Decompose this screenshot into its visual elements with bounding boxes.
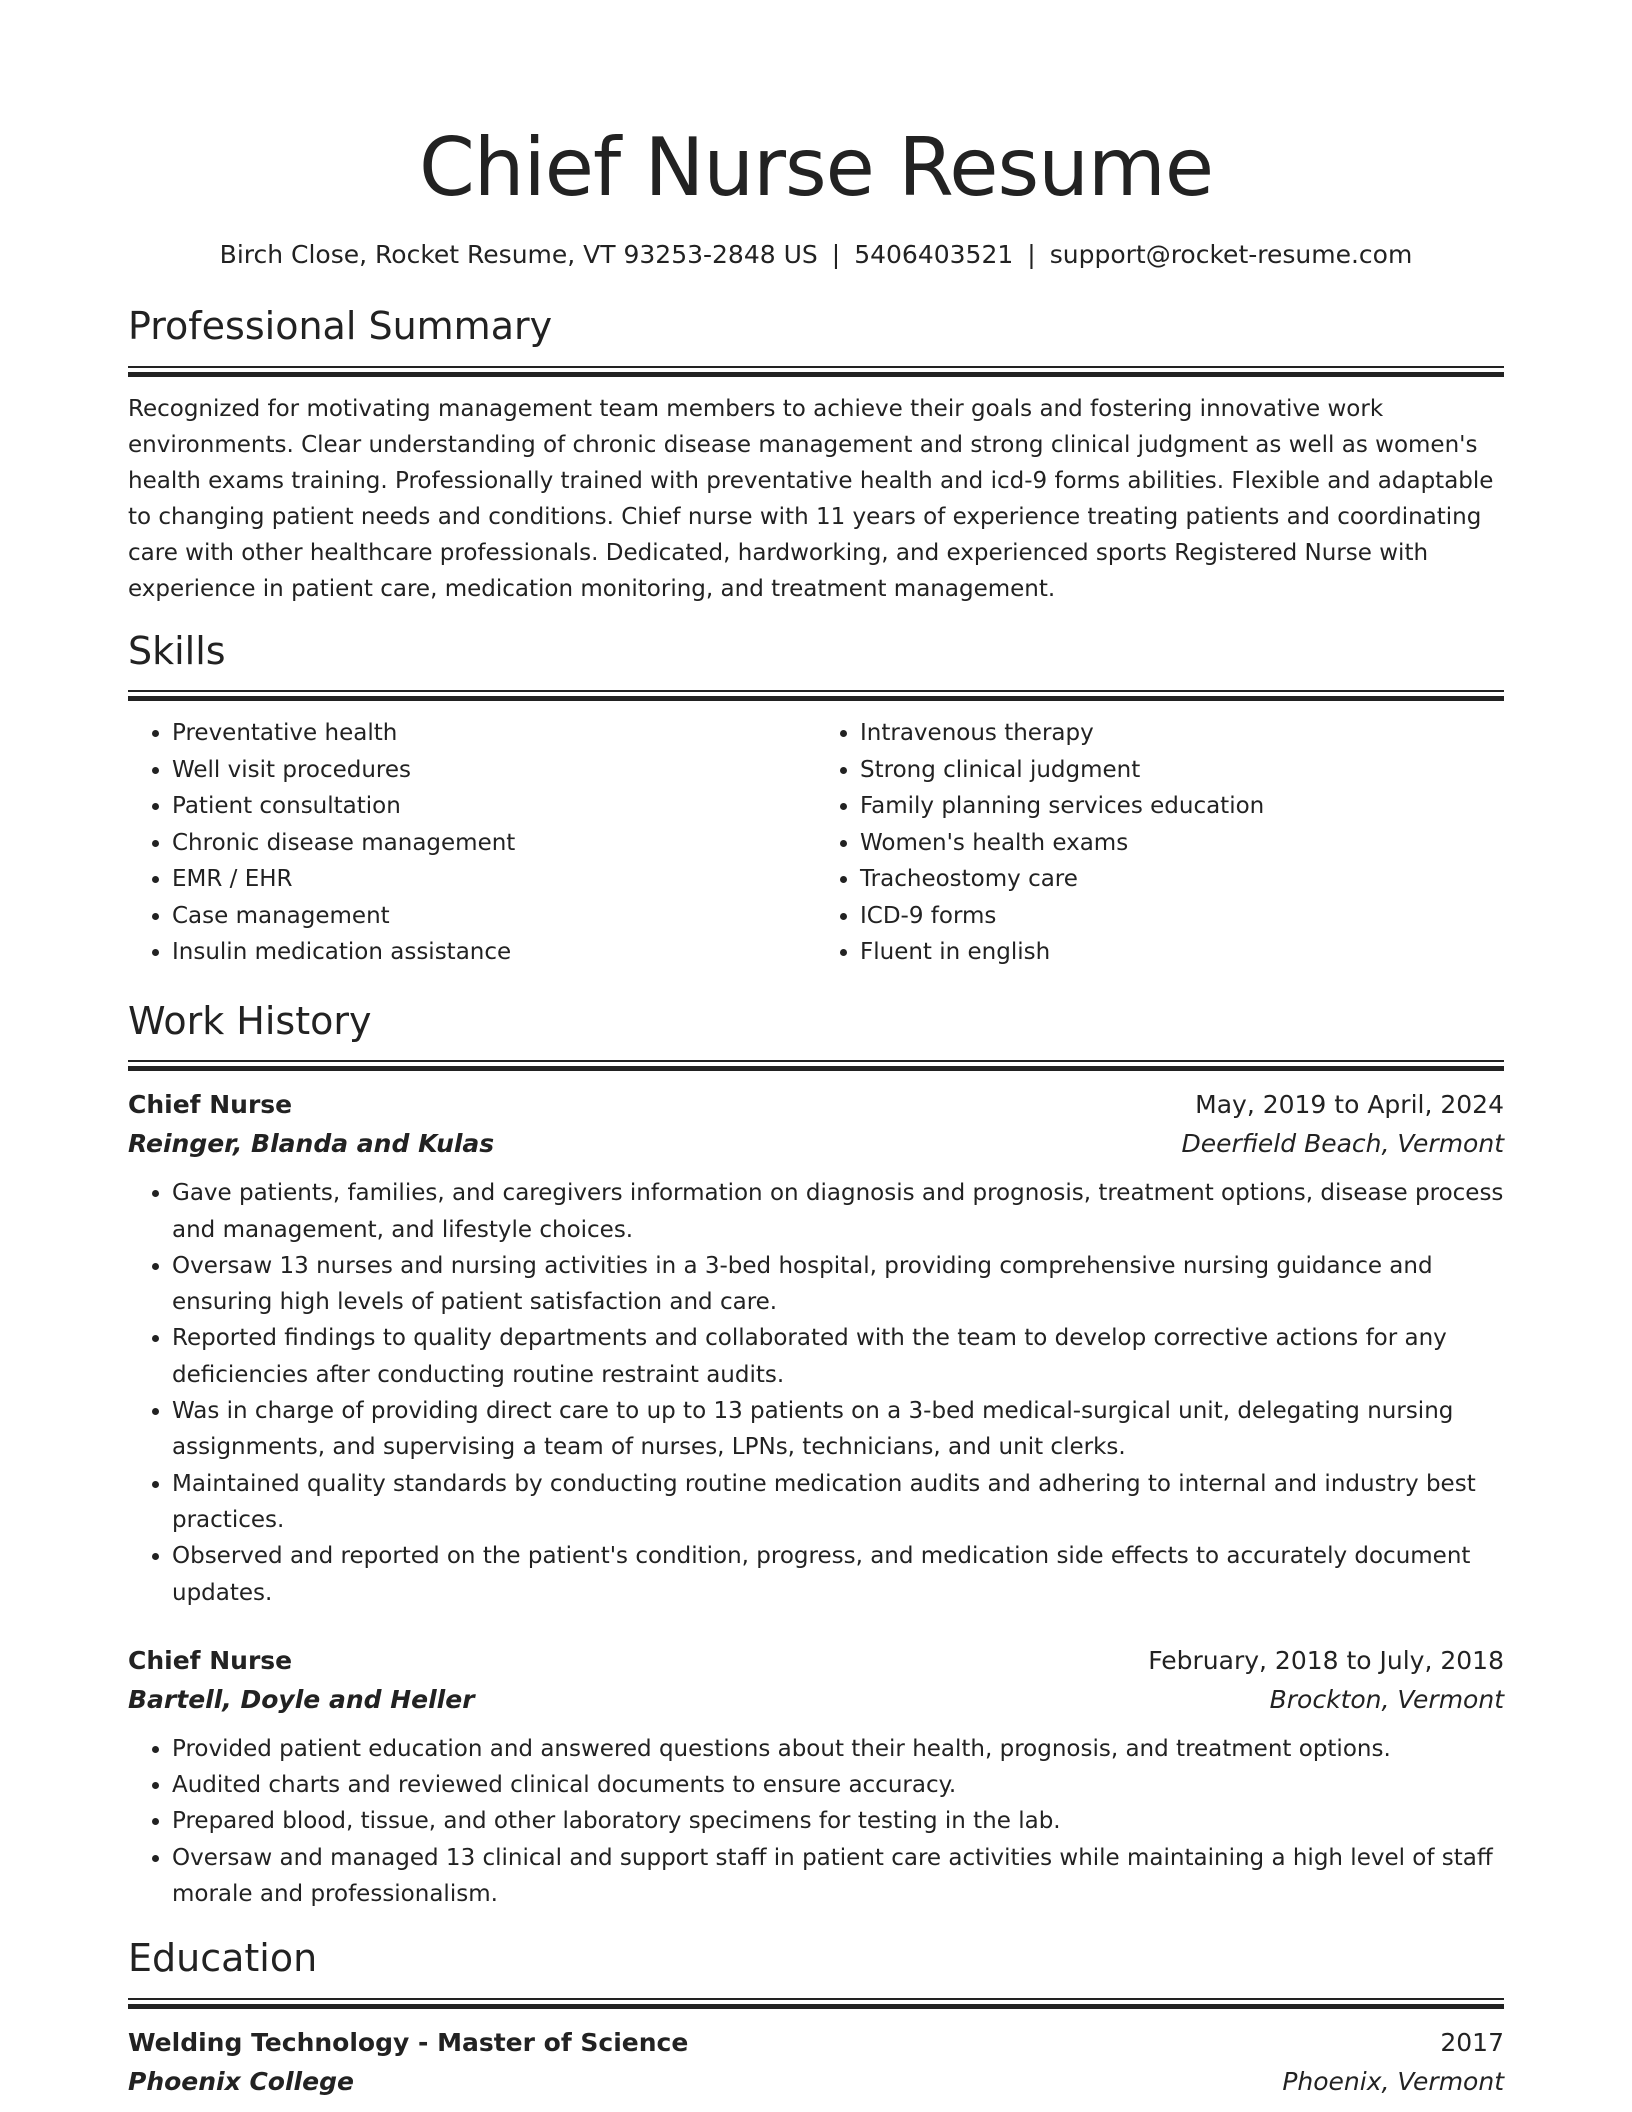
job-header: [128, 1085, 1504, 1125]
skill-item: • Tracheostomy care: [860, 861, 1504, 898]
degree: Welding Technology - Master of Science: [128, 2027, 689, 2057]
job-bullet: • Gave patients, families, and caregivers information on diagnosis and prognosis, treatment options, disease process and management, and lifestyle choices.: [172, 1175, 1504, 1248]
skill-item: • Intravenous therapy: [860, 715, 1504, 752]
skill-item: • Case management: [172, 898, 816, 935]
job-bullet: • Oversaw 13 nurses and nursing activities in a 3-bed hospital, providing comprehensive nursing guidance and ensuring high levels of patient satisfaction and care.: [172, 1248, 1504, 1321]
resume-title: Chief Nurse Resume: [418, 121, 1214, 214]
contact-line: [128, 240, 1504, 270]
education-section: [128, 1936, 1504, 2101]
education-location: Phoenix, Vermont: [1282, 2066, 1504, 2096]
job-bullet: • Reported findings to quality departments and collaborated with the team to develop corrective actions for any deficiencies after conducting routine restraint audits.: [172, 1320, 1504, 1393]
job-bullet: • Audited charts and reviewed clinical documents to ensure accuracy.: [172, 1767, 1504, 1803]
company-name: Reinger, Blanda and Kulas: [128, 1129, 495, 1159]
skill-item: • EMR / EHR: [172, 861, 816, 898]
skill-item: • ICD-9 forms: [860, 898, 1504, 935]
skill-item: • Women's health exams: [860, 825, 1504, 862]
job-bullet: • Oversaw and managed 13 clinical and support staff in patient care activities while maintaining a high level of staff morale and professionalism.: [172, 1840, 1504, 1913]
email: support@rocket-resume.com: [1049, 240, 1413, 269]
job-title: Chief Nurse: [128, 1645, 293, 1675]
job-header: [128, 1641, 1504, 1681]
job-bullets: [128, 1731, 1504, 1912]
job-bullet: • Observed and reported on the patient's condition, progress, and medication side effects to accurately document updates.: [172, 1538, 1504, 1611]
section-rule: [128, 1060, 1504, 1071]
job-subheader: [128, 1125, 1504, 1163]
section-title: Skills: [128, 628, 226, 673]
job-dates: February, 2018 to July, 2018: [1148, 1645, 1504, 1675]
job-bullet: • Maintained quality standards by conducting routine medication audits and adhering to internal and industry best practices.: [172, 1466, 1504, 1539]
section-title: Education: [128, 1936, 318, 1981]
education-year: 2017: [1440, 2027, 1504, 2057]
job-subheader: [128, 1681, 1504, 1719]
skill-item: • Fluent in english: [860, 934, 1504, 971]
job-dates: May, 2019 to April, 2024: [1195, 1090, 1504, 1120]
job-bullet: • Provided patient education and answered questions about their health, prognosis, and treatment options.: [172, 1731, 1504, 1767]
separator: |: [831, 240, 841, 269]
skill-item: • Chronic disease management: [172, 825, 816, 862]
skill-item: • Preventative health: [172, 715, 816, 752]
education-header: [128, 2023, 1504, 2063]
skill-item: • Well visit procedures: [172, 752, 816, 789]
job-entry: [128, 1085, 1504, 1611]
address: Birch Close, Rocket Resume, VT 93253-2848 US: [219, 240, 818, 269]
phone: 5406403521: [854, 240, 1014, 269]
work-section: [128, 999, 1504, 1913]
skill-item: • Insulin medication assistance: [172, 934, 816, 971]
education-subheader: [128, 2063, 1504, 2101]
skills-left: [128, 715, 816, 971]
job-entry: [128, 1641, 1504, 1912]
skills-columns: [128, 715, 1504, 971]
education-entry: [128, 2023, 1504, 2101]
skill-item: • Family planning services education: [860, 788, 1504, 825]
job-bullet: • Was in charge of providing direct care to up to 13 patients on a 3-bed medical-surgical unit, delegating nursing assignments, and supervising a team of nurses, LPNs, technicians, and unit clerks.: [172, 1393, 1504, 1466]
summary-section: [128, 304, 1504, 607]
job-bullet: • Prepared blood, tissue, and other laboratory specimens for testing in the lab.: [172, 1803, 1504, 1839]
job-location: Deerfield Beach, Vermont: [1181, 1129, 1504, 1159]
school-name: Phoenix College: [128, 2066, 354, 2096]
skill-item: • Strong clinical judgment: [860, 752, 1504, 789]
skills-right: [816, 715, 1504, 971]
job-bullets: [128, 1175, 1504, 1611]
section-title: Work History: [128, 998, 372, 1043]
skills-section: [128, 629, 1504, 971]
job-title: Chief Nurse: [128, 1090, 293, 1120]
summary-text: Recognized for motivating management team members to achieve their goals and fostering innovative work environments. Clear understanding of chronic disease management and strong clinical judgment as well as women's health exams training. Professionally trained with preventative health and icd-9 forms abilities. Flexible and adaptable to changing patient needs and conditions. Chief nurse with 11 years of experience treating patients and coordinating care with other healthcare professionals. Dedicated, hardworking, and experienced sports Registered Nurse with experience in patient care, medication monitoring, and treatment management.: [128, 395, 1494, 602]
skill-item: • Patient consultation: [172, 788, 816, 825]
separator: |: [1027, 240, 1036, 269]
section-rule: [128, 366, 1504, 377]
section-rule: [128, 690, 1504, 701]
job-location: Brockton, Vermont: [1269, 1684, 1504, 1714]
section-title: Professional Summary: [128, 304, 553, 348]
section-rule: [128, 1998, 1504, 2009]
company-name: Bartell, Doyle and Heller: [128, 1684, 475, 1714]
